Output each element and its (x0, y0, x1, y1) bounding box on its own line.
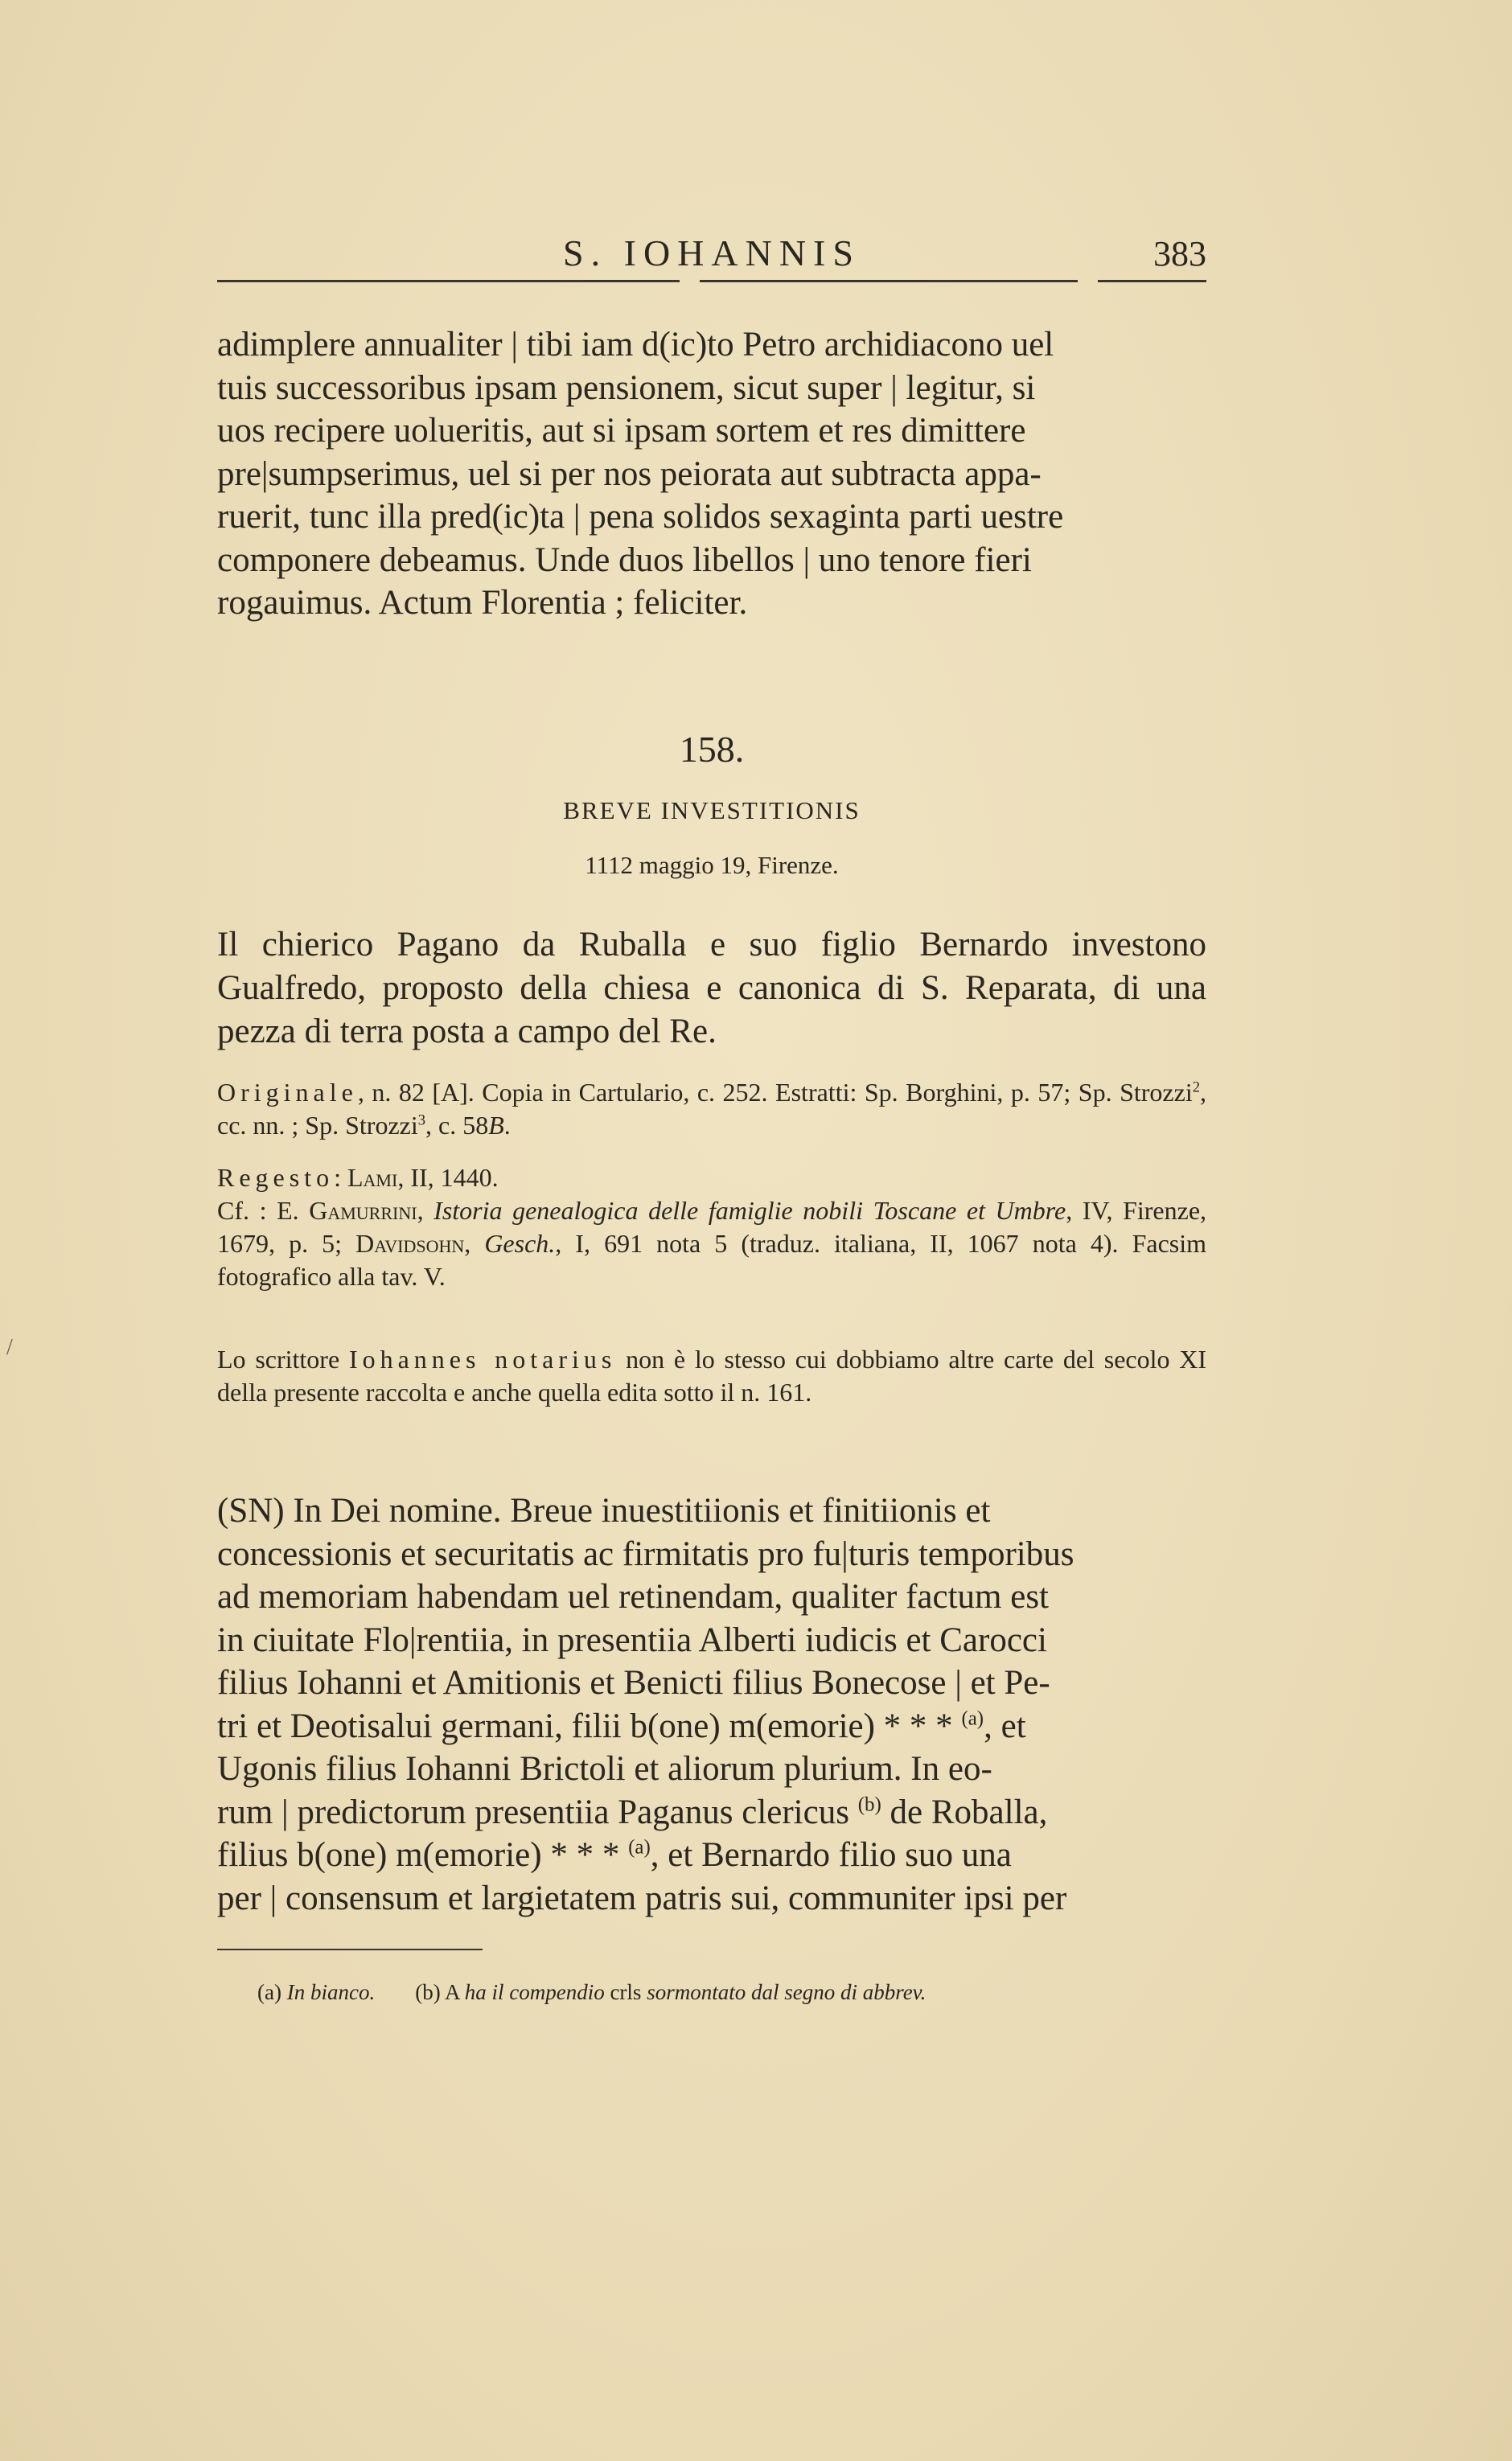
footnote-text: sormontato dal segno di abbrev. (647, 1980, 927, 2004)
footnote-rule (217, 1949, 483, 1950)
page-header (217, 232, 1206, 280)
text-line (217, 1834, 1206, 1877)
originale-text: , cc. nn. ; Sp. Strozzi (217, 1078, 1206, 1140)
footnote-marker: (a) (628, 1836, 651, 1859)
cf-text: , I, 691 nota 5 (traduz. italiana, II, 1067 nota 4). Facsim fotografico alla tav. V. (217, 1229, 1206, 1291)
margin-mark: / (6, 1335, 13, 1360)
originale-text: . (503, 1111, 511, 1140)
text-segment: tri et Deotisalui germani, filii b(one) m(emorie) * * * (217, 1707, 953, 1745)
header-rule (700, 280, 1078, 282)
regesto-label: Regesto (217, 1163, 335, 1192)
top-paragraph (217, 323, 1206, 625)
footnote-label: (a) (257, 1980, 281, 2004)
footnote-marker: (a) (961, 1707, 984, 1730)
footnote-text: crls (604, 1980, 647, 2004)
cf-title: Istoria genealogica delle famiglie nobili Toscane et Umbre (433, 1196, 1066, 1225)
cf-text: , IV, Firenze, 1679, p. 5; (217, 1196, 1207, 1258)
page-number: 383 (1153, 234, 1206, 273)
running-title: S. IOHANNIS (563, 232, 861, 273)
text-line (217, 1705, 1206, 1748)
text-line: filius Iohanni et Amitionis et Benicti filius Bonecose | et Pe- (217, 1664, 1050, 1702)
text-line (217, 1791, 1206, 1834)
footnote-marker: (b) (857, 1793, 881, 1816)
header-rule (217, 280, 680, 282)
text-segment: , et Bernardo filio suo una (650, 1836, 1012, 1874)
document-title: BREVE INVESTITIONIS (563, 796, 861, 824)
footnote-label: (b) (415, 1980, 441, 2004)
originale-label: Originale (217, 1078, 358, 1107)
text-line: tuis successoribus ipsam pensionem, sicut super | legitur, si (217, 368, 1036, 407)
text-segment: filius b(one) m(emorie) * * * (217, 1836, 620, 1874)
text-segment: , et (984, 1707, 1026, 1745)
document-date: 1112 maggio 19, Firenze. (585, 851, 839, 879)
text-line: ad memoriam habendam uel retinendam, qualiter factum est (217, 1578, 1049, 1616)
text-line: pre|sumpserimus, uel si per nos peiorata aut subtracta appa- (217, 454, 1042, 493)
note-text: Lo scrittore (217, 1345, 349, 1374)
regesto-author: Lami (347, 1163, 398, 1192)
footnotes (217, 1980, 1206, 2005)
text-line: ruerit, tunc illa pred(ic)ta | pena solidos sexaginta parti uestre (217, 498, 1064, 536)
text-line: uos recipere uolueritis, aut si ipsam sortem et res dimittere (217, 412, 1026, 450)
text-line: componere debeamus. Unde duos libellos | uno tenore fieri (217, 540, 1032, 579)
text-line: (SN) In Dei nomine. Breue inuestitiionis et finitiionis et (217, 1492, 991, 1530)
main-text (217, 1489, 1206, 1920)
cf-author: Davidsohn (355, 1229, 465, 1258)
apparatus-cf: Cf. : E. Gamurrini, Istoria genealogica delle famiglie nobili Toscane et Umbre, IV, Firenze, 1679, p. 5; Davidsohn, Gesch., I, 691 nota 5 (traduz. italiana, II, 1067 nota 4). Facsim fotografico alla tav. V. (217, 1196, 1207, 1291)
text-line: adimplere annualiter | tibi iam d(ic)to Petro archidiacono uel (217, 326, 1054, 364)
text-line: in ciuitate Flo|rentiia, in presentiia Alberti iudicis et Carocci (217, 1621, 1047, 1659)
footnote-text: In bianco. (286, 1980, 376, 2004)
apparatus-regesto (217, 1161, 1206, 1194)
superscript: 2 (1192, 1078, 1200, 1096)
regesto-text: , II, 1440. (397, 1163, 499, 1192)
editorial-note (217, 1343, 1206, 1409)
originale-text: , n. 82 [A]. Copia in Cartulario, c. 252. Estratti: Sp. Borghini, p. 57; Sp. Strozzi (357, 1078, 1193, 1107)
note-text: non è lo stesso cui dobbiamo altre carte del secolo XI della presente raccolta e anche quella edita sotto il n. 161. (217, 1345, 1207, 1407)
note-name: Iohannes notarius (348, 1345, 617, 1374)
cf-title: Gesch. (484, 1229, 556, 1258)
footnote-text: A (444, 1980, 465, 2004)
text-line: concessionis et securitatis ac firmitatis pro fu|turis temporibus (217, 1535, 1074, 1573)
apparatus-originale (217, 1076, 1206, 1142)
document-summary: Il chierico Pagano da Ruballa e suo figlio Bernardo investono Gualfredo, proposto della chiesa e canonica di S. Reparata, di una pezza di terra posta a campo del Re. (217, 926, 1206, 1050)
document-number: 158. (679, 729, 745, 770)
regesto-text: : (334, 1163, 347, 1192)
cf-author: Gamurrini (309, 1196, 417, 1225)
text-line: rogauimus. Actum Florentia ; feliciter. (217, 584, 748, 622)
superscript: 3 (417, 1111, 426, 1129)
text-line: Ugonis filius Iohanni Brictoli et aliorum plurium. In eo- (217, 1750, 992, 1788)
cf-text: Cf. : E. (217, 1196, 310, 1225)
originale-text: , c. 58 (425, 1111, 489, 1140)
footnote-text: ha il compendio (464, 1980, 605, 2004)
header-rule (1098, 280, 1206, 282)
text-line: per | consensum et largietatem patris sui, communiter ipsi per (217, 1879, 1067, 1917)
text-segment: de Roballa, (881, 1793, 1048, 1831)
originale-text: B (488, 1111, 504, 1140)
text-segment: rum | predictorum presentiia Paganus clericus (217, 1793, 849, 1831)
